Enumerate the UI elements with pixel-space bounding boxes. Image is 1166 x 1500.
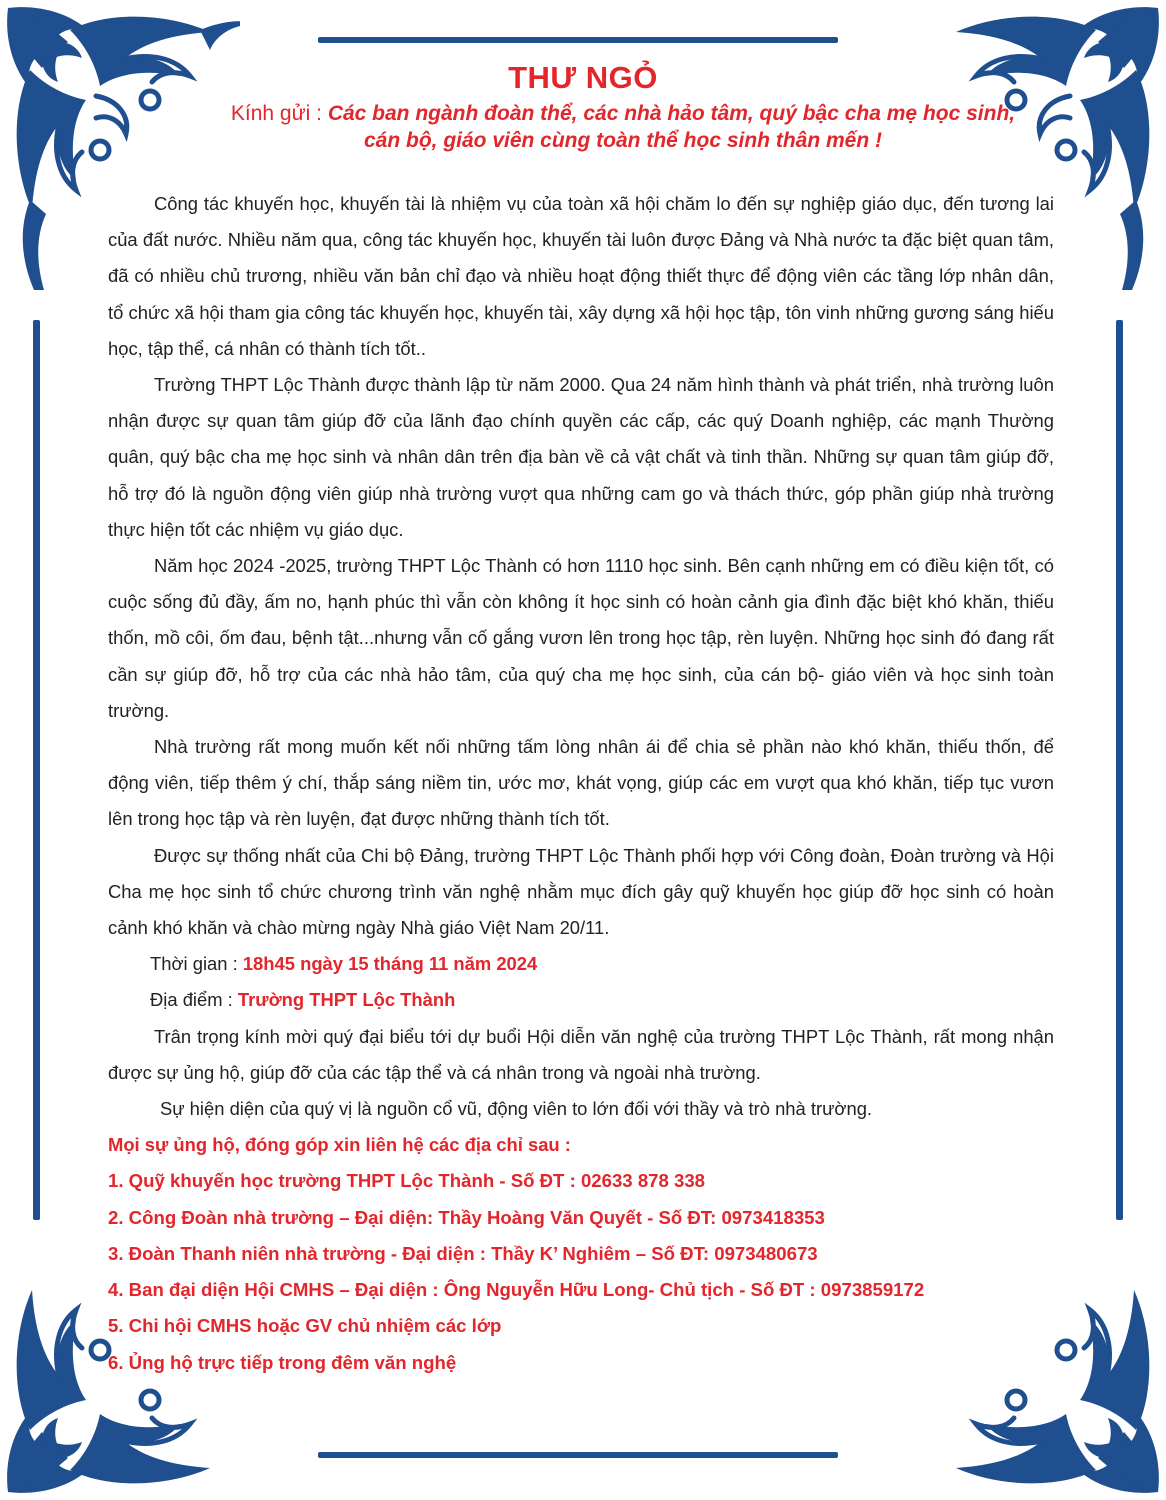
event-place-label: Địa điểm : [150,989,238,1011]
letter-body [108,186,1054,1381]
contact-list [108,1163,1054,1380]
list-item: 2. Công Đoàn nhà trường – Đại diện: Thầy Hoàng Văn Quyết - Số ĐT: 0973418353 [108,1206,825,1228]
paragraph-invitation: Trân trọng kính mời quý đại biểu tới dự buổi Hội diễn văn nghệ của trường THPT Lộc Thành, rất mong nhận được sự ủng hộ, giúp đỡ của các tập thể và cá nhân trong và ngoài nhà trường. [108,1025,1054,1083]
list-item: 1. Quỹ khuyến học trường THPT Lộc Thành - Số ĐT : 02633 878 338 [108,1170,706,1192]
right-rule [1116,320,1123,1220]
salutation [200,100,1046,154]
list-item: 5. Chi hội CMHS hoặc GV chủ nhiệm các lớp [108,1315,502,1337]
letter-title: THƯ NGỎ [508,60,658,95]
paragraph-school-history: Trường THPT Lộc Thành được thành lập từ năm 2000. Qua 24 năm hình thành và phát triển, nhà trường luôn nhận được sự quan tâm giúp đỡ của lãnh đạo chính quyền các cấp, các quý Doanh nghiệp, các mạnh Thường quân, quý bậc cha mẹ học sinh và nhân dân trên địa bàn về cả vật chất và tinh thần. Những sự quan tâm giúp đỡ, hỗ trợ đó là nguồn động viên giúp nhà trường vượt qua những cam go và thách thức, góp phần giúp nhà trường thực hiện tốt các nhiệm vụ giáo dục. [108,374,1054,540]
paragraph-mission: Nhà trường rất mong muốn kết nối những tấm lòng nhân ái để chia sẻ phần nào khó khăn, thiếu thốn, để động viên, tiếp thêm ý chí, thắp sáng niềm tin, ước mơ, khát vọng, giúp các em vượt qua khó khăn, tiếp tục vươn lên trong học tập và rèn luyện, đạt được những thành tích tốt. [108,736,1054,830]
list-item: 6. Ủng hộ trực tiếp trong đêm văn nghệ [108,1351,457,1373]
paragraph-intro: Công tác khuyến học, khuyến tài là nhiệm vụ của toàn xã hội chăm lo đến sự nghiệp giáo dục, đến tương lai của đất nước. Nhiều năm qua, công tác khuyến học, khuyến tài luôn được Đảng và Nhà nước ta đặc biệt quan tâm, đã có nhiều chủ trương, nhiều văn bản chỉ đạo và nhiều hoạt động thiết thực để động viên các tầng lớp nhân dân, tổ chức xã hội tham gia công tác khuyến học, khuyến tài, xây dựng xã hội học tập, tôn vinh những gương sáng hiếu học, tập thể, cá nhân có thành tích tốt.. [108,193,1054,359]
salutation-recipients-line2: cán bộ, giáo viên cùng toàn thể học sinh thân mến ! [363,129,883,152]
event-time-value: 18h45 ngày 15 tháng 11 năm 2024 [242,953,538,975]
list-item: 3. Đoàn Thanh niên nhà trường - Đại diện : Thầy K’ Nghiêm – Số ĐT: 0973480673 [108,1242,818,1264]
bottom-rule [318,1452,838,1458]
event-place [108,982,1054,1018]
paragraph-program: Được sự thống nhất của Chi bộ Đảng, trường THPT Lộc Thành phối hợp với Công đoàn, Đoàn trường và Hội Cha mẹ học sinh tổ chức chương trình văn nghệ nhằm mục đích gây quỹ khuyến học giúp đỡ học sinh có hoàn cảnh khó khăn và chào mừng ngày Nhà giáo Việt Nam 20/11. [108,844,1054,939]
contacts-heading: Mọi sự ủng hộ, đóng góp xin liên hệ các địa chỉ sau : [108,1134,571,1156]
list-item: 4. Ban đại diện Hội CMHS – Đại diện : Ông Nguyễn Hữu Long- Chủ tịch - Số ĐT : 0973859172 [108,1279,925,1301]
paragraph-students: Năm học 2024 -2025, trường THPT Lộc Thành có hơn 1110 học sinh. Bên cạnh những em có điều kiện tốt, có cuộc sống đủ đầy, ấm no, hạnh phúc thì vẫn còn không ít học sinh có hoàn cảnh gia đình đặc biệt khó khăn, thiếu thốn, mồ côi, ốm đau, bệnh tật...nhưng vẫn cố gắng vươn lên trong học tập, rèn luyện. Những học sinh đó đang rất cần sự giúp đỡ, hỗ trợ của các nhà hảo tâm, của quý cha mẹ học sinh, của cán bộ- giáo viên và học sinh toàn trường. [108,555,1054,721]
top-rule [318,37,838,43]
salutation-lead: Kính gửi : [230,102,328,125]
event-time-label: Thời gian : [150,953,243,975]
salutation-recipients-line1: Các ban ngành đoàn thể, các nhà hảo tâm, quý bậc cha mẹ học sinh, [327,102,1016,125]
event-place-value: Trường THPT Lộc Thành [237,989,456,1011]
left-rule [33,320,40,1220]
event-time [108,946,1054,982]
paragraph-presence: Sự hiện diện của quý vị là nguồn cổ vũ, động viên to lớn đối với thầy và trò nhà trường. [160,1098,873,1120]
